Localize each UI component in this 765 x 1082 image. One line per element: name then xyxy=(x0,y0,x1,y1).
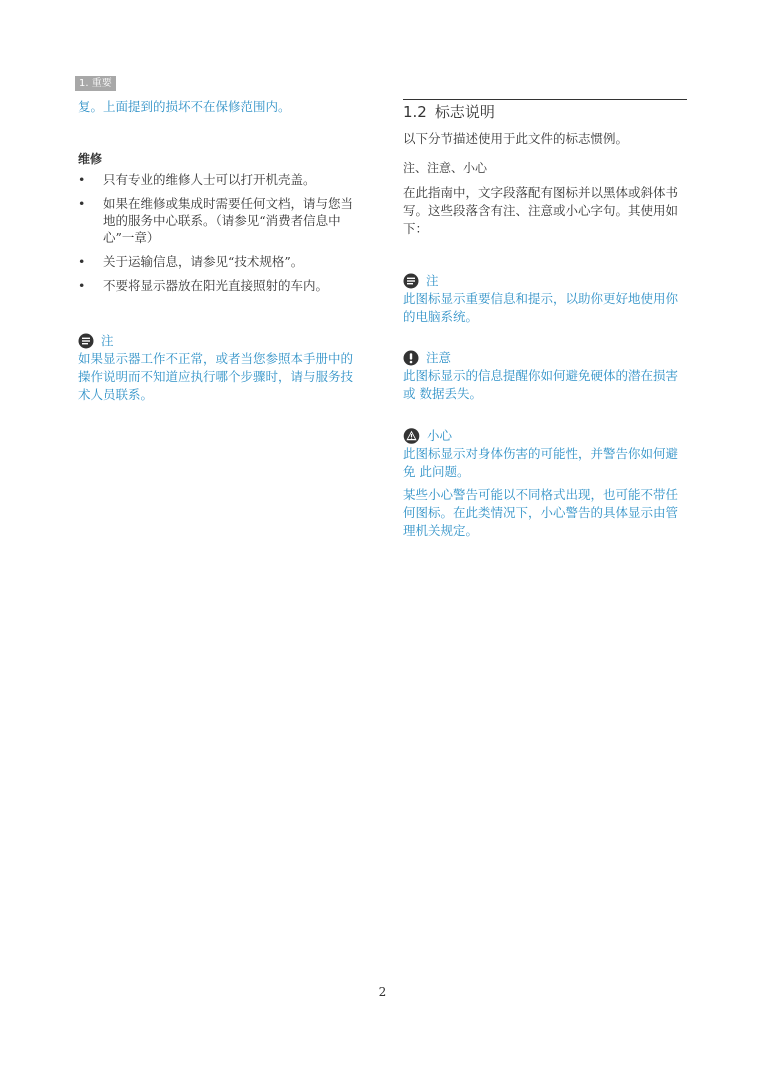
section-title-text: 标志说明 xyxy=(434,103,495,121)
note-icon xyxy=(403,273,419,289)
warning-triangle-icon xyxy=(403,428,420,444)
list-item-text: 如果在维修或集成时需要任何文档，请与您当地的服务中心联系。（请参见“消费者信息中心”一章） xyxy=(103,196,354,245)
section-number: 1.2 xyxy=(403,103,427,121)
warning-title-row xyxy=(403,427,683,445)
caution-body xyxy=(403,367,683,403)
section-divider xyxy=(403,99,687,100)
note-body xyxy=(403,290,683,326)
caution-title-row xyxy=(403,349,683,367)
note-block xyxy=(403,272,683,326)
bullet-point: • xyxy=(78,172,86,187)
note-title-row xyxy=(403,272,683,290)
chapter-tab: 1. 重要 xyxy=(75,76,116,91)
conventions-heading: 注、注意、小心 xyxy=(403,161,488,175)
note-title: 注 xyxy=(101,333,114,348)
caution-title: 注意 xyxy=(426,350,452,365)
note-title: 注 xyxy=(426,273,439,288)
left-note-block xyxy=(78,332,358,404)
list-item-text: 不要将显示器放在阳光直接照射的车内。 xyxy=(103,278,329,293)
caution-block xyxy=(403,349,683,403)
maintenance-list xyxy=(78,171,358,301)
warning-title: 小心 xyxy=(427,428,453,443)
note-body xyxy=(78,350,358,404)
warning-text: 此图标显示对身体伤害的可能性，并警告你如何避免 此问题。 xyxy=(403,446,679,479)
list-item-text: 只有专业的维修人士可以打开机壳盖。 xyxy=(103,172,316,187)
maintenance-heading: 维修 xyxy=(78,152,103,166)
note-icon xyxy=(78,333,94,349)
intro-paragraph: 以下分节描述使用于此文件的标志惯例。 xyxy=(403,131,629,146)
warning-extra-text: 某些小心警告可能以不同格式出现，也可能不带任何图标。在此类情况下，小心警告的具体显示由管理机关规定。 xyxy=(403,487,679,538)
bullet-point: • xyxy=(78,196,86,211)
exclamation-icon xyxy=(403,350,419,366)
section-title xyxy=(403,102,683,122)
warning-block xyxy=(403,427,683,540)
bullet-point: • xyxy=(78,278,86,293)
note-text: 如果显示器工作不正常，或者当您参照本手册中的操作说明而不知道应执行哪个步骤时，请与服务技术人员联系。 xyxy=(78,351,354,402)
page-number: 2 xyxy=(378,985,387,999)
caution-text: 此图标显示的信息提醒你如何避免硬体的潜在损害或 数据丢失。 xyxy=(403,368,679,401)
list-item xyxy=(78,253,358,270)
continued-paragraph: 复。上面提到的损坏不在保修范围内。 xyxy=(78,99,291,114)
list-item-text: 关于运输信息，请参见“技术规格”。 xyxy=(103,254,304,269)
list-item xyxy=(78,171,358,188)
conventions-paragraph: 在此指南中，文字段落配有图标并以黑体或斜体书写。这些段落含有注、注意或小心字句。其使用如下： xyxy=(403,185,679,236)
note-title-row xyxy=(78,332,358,350)
list-item xyxy=(78,195,358,246)
warning-body xyxy=(403,445,683,540)
list-item xyxy=(78,277,358,294)
note-text: 此图标显示重要信息和提示，以助你更好地使用你 的电脑系统。 xyxy=(403,291,679,324)
bullet-point: • xyxy=(78,254,86,269)
